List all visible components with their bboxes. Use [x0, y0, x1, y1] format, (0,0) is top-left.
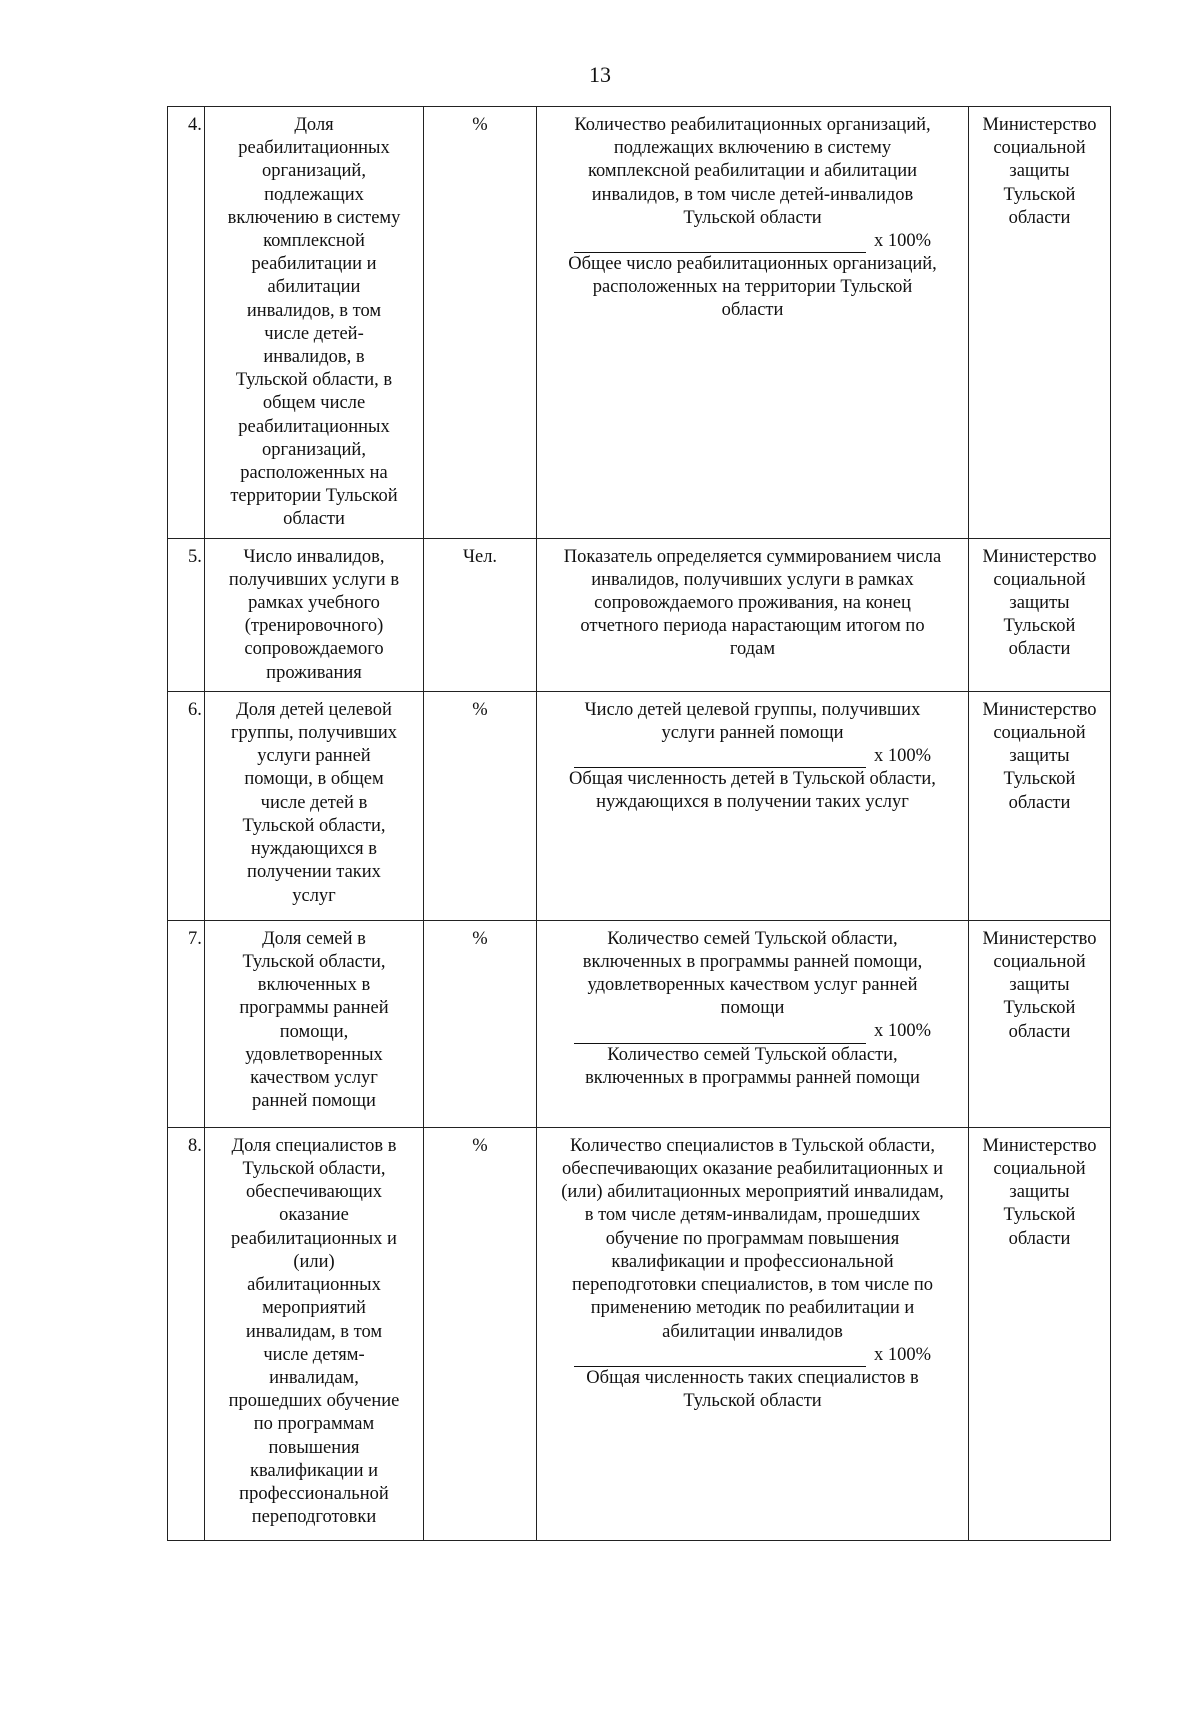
- multiplier-label: x 100%: [873, 746, 932, 767]
- calculation-formula: [537, 691, 969, 920]
- indicator-name: Доля специалистов в Тульской области, обеспечивающих оказание реабилитационных и (или) абилитационных мероприятий инвалидам, в том числе детям- инвалидам, прошедших обучение по программам повышения квалификации и профессиональной переподготовки: [205, 1127, 424, 1540]
- multiplier-label: x 100%: [873, 1021, 932, 1042]
- formula-denominator: Общая численность детей в Тульской области, нуждающихся в получении таких услуг: [569, 769, 936, 813]
- fraction-rule: [574, 750, 866, 768]
- row-number: 6.: [168, 691, 205, 920]
- indicator-name: Доля семей в Тульской области, включенных в программы ранней помощи, удовлетворенных качеством услуг ранней помощи: [205, 920, 424, 1127]
- unit-of-measure: %: [424, 920, 537, 1127]
- fraction-line: [543, 745, 962, 768]
- formula-denominator: Количество семей Тульской области, включенных в программы ранней помощи: [585, 1044, 920, 1088]
- table-row: [168, 538, 1111, 691]
- responsible-body: Министерство социальной защиты Тульской области: [969, 1127, 1111, 1540]
- formula-numerator: Число детей целевой группы, получивших услуги ранней помощи: [584, 699, 921, 744]
- formula-numerator: Количество реабилитационных организаций, подлежащих включению в систему комплексной реабилитации и абилитации инвалидов, в том числе детей-инвалидов Тульской области: [574, 115, 931, 228]
- formula-denominator: Общая численность таких специалистов в Тульской области: [586, 1367, 919, 1411]
- fraction-rule: [574, 235, 866, 253]
- table-row: [168, 920, 1111, 1127]
- indicator-name: Доля реабилитационных организаций, подлежащих включению в систему комплексной реабилитации и абилитации инвалидов, в том числе детей- инвалидов, в Тульской области, в общем числе реабилитационных организаций, расположенных на территории Тульской области: [205, 107, 424, 539]
- fraction-line: [543, 1021, 962, 1044]
- row-number: 7.: [168, 920, 205, 1127]
- table-row: [168, 691, 1111, 920]
- formula-numerator: Количество семей Тульской области, включенных в программы ранней помощи, удовлетворенных качеством услуг ранней помощи: [582, 928, 923, 1019]
- table-row: [168, 1127, 1111, 1540]
- calculation-formula: [537, 920, 969, 1127]
- calculation-formula: [537, 107, 969, 539]
- responsible-body: Министерство социальной защиты Тульской области: [969, 920, 1111, 1127]
- page-number: 13: [589, 62, 611, 87]
- table-row: [168, 107, 1111, 539]
- fraction-line: [543, 1344, 962, 1367]
- calculation-formula: Показатель определяется суммированием числа инвалидов, получивших услуги в рамках сопровождаемого проживания, на конец отчетного периода нарастающим итогом по годам: [537, 538, 969, 691]
- unit-of-measure: %: [424, 691, 537, 920]
- fraction-line: [543, 230, 962, 253]
- responsible-body: Министерство социальной защиты Тульской области: [969, 107, 1111, 539]
- multiplier-label: x 100%: [873, 1344, 932, 1365]
- unit-of-measure: %: [424, 1127, 537, 1540]
- responsible-body: Министерство социальной защиты Тульской области: [969, 691, 1111, 920]
- indicators-table: [167, 106, 1111, 1541]
- indicator-name: Доля детей целевой группы, получивших услуги ранней помощи, в общем числе детей в Тульской области, нуждающихся в получении таких услуг: [205, 691, 424, 920]
- row-number: 5.: [168, 538, 205, 691]
- multiplier-label: x 100%: [873, 230, 932, 251]
- row-number: 8.: [168, 1127, 205, 1540]
- fraction-rule: [574, 1349, 866, 1367]
- fraction-rule: [574, 1026, 866, 1044]
- calculation-formula: [537, 1127, 969, 1540]
- row-number: 4.: [168, 107, 205, 539]
- unit-of-measure: Чел.: [424, 538, 537, 691]
- responsible-body: Министерство социальной защиты Тульской области: [969, 538, 1111, 691]
- indicator-name: Число инвалидов, получивших услуги в рамках учебного (тренировочного) сопровождаемого проживания: [205, 538, 424, 691]
- formula-numerator: Количество специалистов в Тульской области, обеспечивающих оказание реабилитационных и (или) абилитационных мероприятий инвалидам, в том числе детям-инвалидам, прошедших обучение по программам повышения квалификации и профессиональной переподготовки специалистов, в том числе по применению методик по реабилитации и абилитации инвалидов: [561, 1135, 944, 1342]
- formula-denominator: Общее число реабилитационных организаций, расположенных на территории Тульской области: [568, 254, 937, 321]
- unit-of-measure: %: [424, 107, 537, 539]
